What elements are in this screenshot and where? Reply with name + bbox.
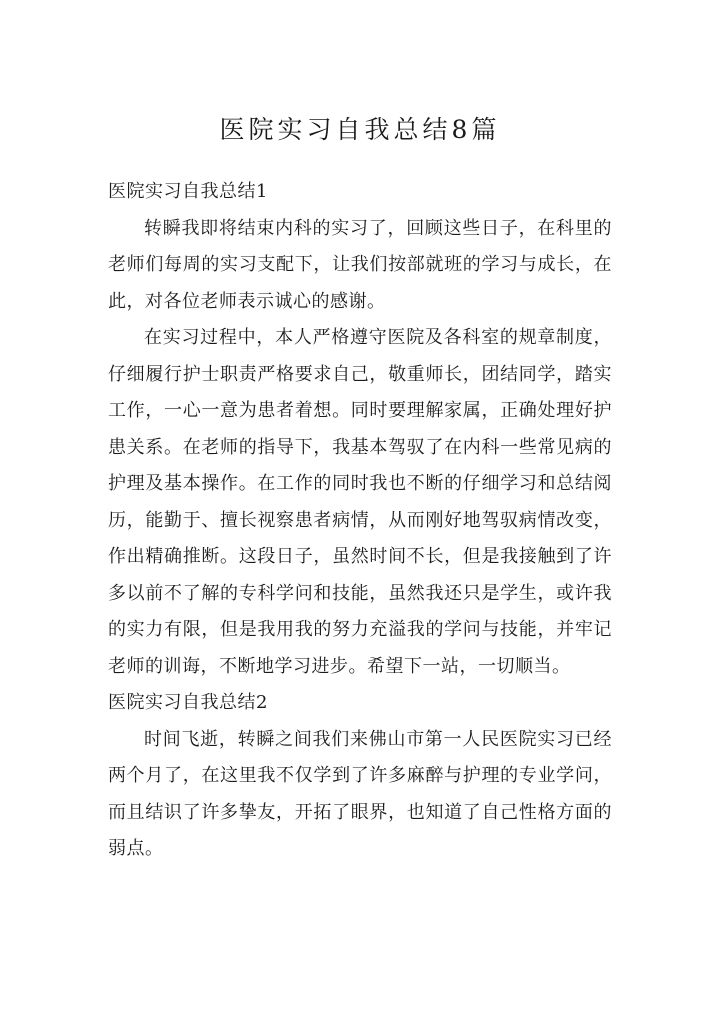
paragraph: 转瞬我即将结束内科的实习了，回顾这些日子，在科里的老师们每周的实习支配下，让我们按部就班的学习与成长，在此，对各位老师表示诚心的感谢。 — [108, 217, 612, 312]
paragraph: 时间飞逝，转瞬之间我们来佛山市第一人民医院实习已经两个月了，在这里我不仅学到了许多麻醉与护理的专业学问，而且结识了许多挚友，开拓了眼界，也知道了自己性格方面的弱点。 — [108, 728, 612, 859]
document-title: 医院实习自我总结8篇 — [219, 115, 501, 144]
section-heading-2: 医院实习自我总结2 — [108, 692, 268, 713]
document-body — [108, 174, 612, 868]
section-heading-1: 医院实习自我总结1 — [108, 181, 268, 202]
paragraph: 在实习过程中，本人严格遵守医院及各科室的规章制度，仔细履行护士职责严格要求自己，敬重师长，团结同学，踏实工作，一心一意为患者着想。同时要理解家属，正确处理好护患关系。在老师的指导下，我基本驾驭了在内科一些常见病的护理及基本操作。在工作的同时我也不断的仔细学习和总结阅历，能勤于、擅长视察患者病情，从而刚好地驾驭病情改变，作出精确推断。这段日子，虽然时间不长，但是我接触到了许多以前不了解的专科学问和技能，虽然我还只是学生，或许我的实力有限，但是我用我的努力充溢我的学问与技能，并牢记老师的训诲，不断地学习进步。希望下一站，一切顺当。 — [108, 327, 612, 677]
